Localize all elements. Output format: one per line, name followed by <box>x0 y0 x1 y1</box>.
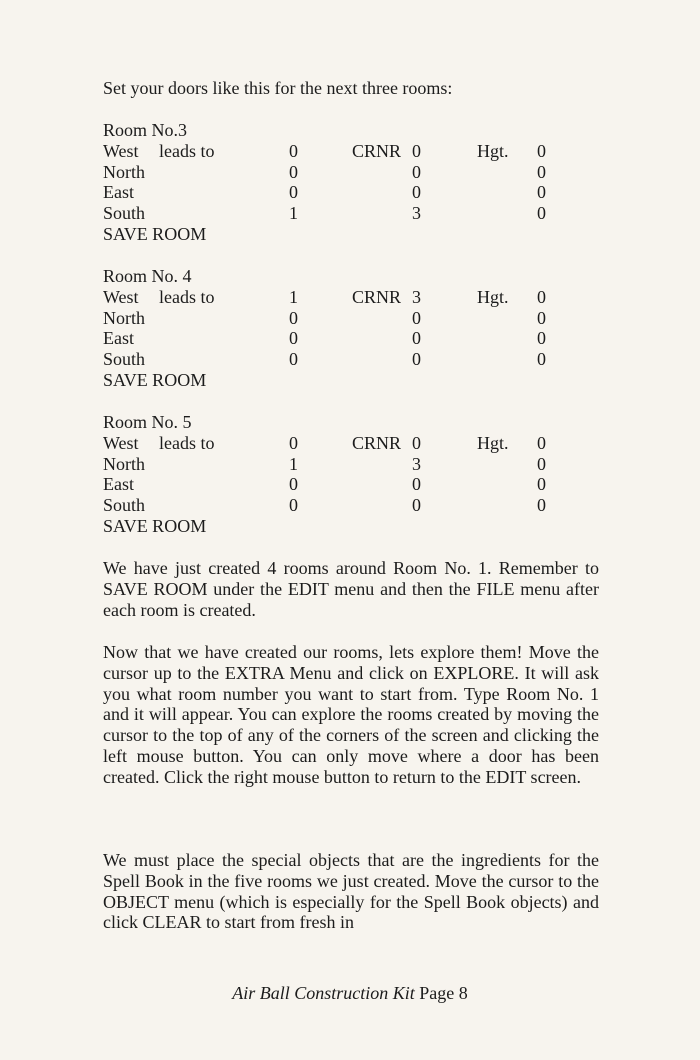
direction-label: West <box>103 140 139 161</box>
crnr-value: 0 <box>412 432 421 453</box>
door-row-south <box>103 349 603 370</box>
crnr-value: 0 <box>412 474 421 495</box>
hgt-value: 0 <box>537 203 546 224</box>
hgt-label: Hgt. <box>477 140 509 161</box>
crnr-value: 0 <box>412 349 421 370</box>
crnr-label: CRNR <box>352 432 402 453</box>
door-row-west <box>103 141 603 162</box>
paragraph-rooms-created: We have just created 4 rooms around Room No. 1. Remember to SAVE ROOM under the EDIT menu and then the FILE menu after each room is created. <box>103 558 599 620</box>
door-row-south <box>103 203 603 224</box>
door-value: 0 <box>289 432 298 453</box>
door-row-east <box>103 474 603 495</box>
direction-label: West <box>103 286 139 307</box>
door-value: 0 <box>289 307 298 328</box>
hgt-value: 0 <box>537 286 546 307</box>
crnr-value: 0 <box>412 140 421 161</box>
direction-label: South <box>103 349 146 370</box>
door-row-west <box>103 433 603 454</box>
intro-text: Set your doors like this for the next three rooms: <box>103 78 453 98</box>
crnr-value: 0 <box>412 307 421 328</box>
hgt-value: 0 <box>537 161 546 182</box>
crnr-value: 0 <box>412 182 421 203</box>
door-value: 0 <box>289 349 298 370</box>
door-value: 0 <box>289 474 298 495</box>
hgt-value: 0 <box>537 474 546 495</box>
save-room-instruction: SAVE ROOM <box>103 223 207 244</box>
room-title: Room No. 5 <box>103 412 192 432</box>
direction-label: North <box>103 307 145 328</box>
room-block-3 <box>103 120 603 245</box>
door-row-north <box>103 454 603 475</box>
crnr-value: 0 <box>412 161 421 182</box>
direction-label: East <box>103 328 134 349</box>
hgt-value: 0 <box>537 307 546 328</box>
hgt-label: Hgt. <box>477 432 509 453</box>
page-number: Page 8 <box>419 983 468 1003</box>
crnr-value: 0 <box>412 328 421 349</box>
direction-label: South <box>103 203 146 224</box>
hgt-value: 0 <box>537 140 546 161</box>
door-value: 1 <box>289 453 298 474</box>
crnr-value: 3 <box>412 203 421 224</box>
page-footer <box>0 983 700 1004</box>
direction-label: South <box>103 495 146 516</box>
leads-to-label: leads to <box>159 286 215 307</box>
door-value: 0 <box>289 495 298 516</box>
direction-label: North <box>103 453 145 474</box>
crnr-label: CRNR <box>352 286 402 307</box>
hgt-value: 0 <box>537 182 546 203</box>
direction-label: North <box>103 161 145 182</box>
leads-to-label: leads to <box>159 432 215 453</box>
crnr-label: CRNR <box>352 140 402 161</box>
door-value: 0 <box>289 140 298 161</box>
crnr-value: 0 <box>412 495 421 516</box>
hgt-value: 0 <box>537 453 546 474</box>
door-value: 1 <box>289 286 298 307</box>
direction-label: East <box>103 474 134 495</box>
door-value: 0 <box>289 161 298 182</box>
hgt-value: 0 <box>537 328 546 349</box>
paragraph-explore: Now that we have created our rooms, lets explore them! Move the cursor up to the EXTRA Menu and click on EXPLORE. It will ask you what room number you want to start from. Type Room No. 1 and it will appear. You can explore the rooms created by moving the cursor to the top of any of the corners of the screen and clicking the left mouse button. You can only move where a door has been created. Click the right mouse button to return to the EDIT screen. <box>103 642 599 787</box>
door-value: 0 <box>289 182 298 203</box>
door-row-west <box>103 287 603 308</box>
save-room-instruction: SAVE ROOM <box>103 369 207 390</box>
hgt-value: 0 <box>537 349 546 370</box>
direction-label: West <box>103 432 139 453</box>
door-row-south <box>103 495 603 516</box>
leads-to-label: leads to <box>159 140 215 161</box>
room-title: Room No.3 <box>103 120 188 140</box>
door-row-north <box>103 308 603 329</box>
save-room-instruction: SAVE ROOM <box>103 515 207 536</box>
door-row-east <box>103 182 603 203</box>
door-row-east <box>103 328 603 349</box>
direction-label: East <box>103 182 134 203</box>
hgt-value: 0 <box>537 495 546 516</box>
door-row-north <box>103 162 603 183</box>
footer-title: Air Ball Construction Kit <box>232 983 415 1003</box>
paragraph-spell-book-objects: We must place the special objects that are the ingredients for the Spell Book in the five rooms we just created. Move the cursor to the OBJECT menu (which is especially for the Spell Book objects) and click CLEAR to start from fresh in <box>103 850 599 933</box>
crnr-value: 3 <box>412 453 421 474</box>
room-title: Room No. 4 <box>103 266 192 286</box>
room-block-4 <box>103 266 603 391</box>
hgt-label: Hgt. <box>477 286 509 307</box>
crnr-value: 3 <box>412 286 421 307</box>
hgt-value: 0 <box>537 432 546 453</box>
door-value: 0 <box>289 328 298 349</box>
door-value: 1 <box>289 203 298 224</box>
room-block-5 <box>103 412 603 537</box>
